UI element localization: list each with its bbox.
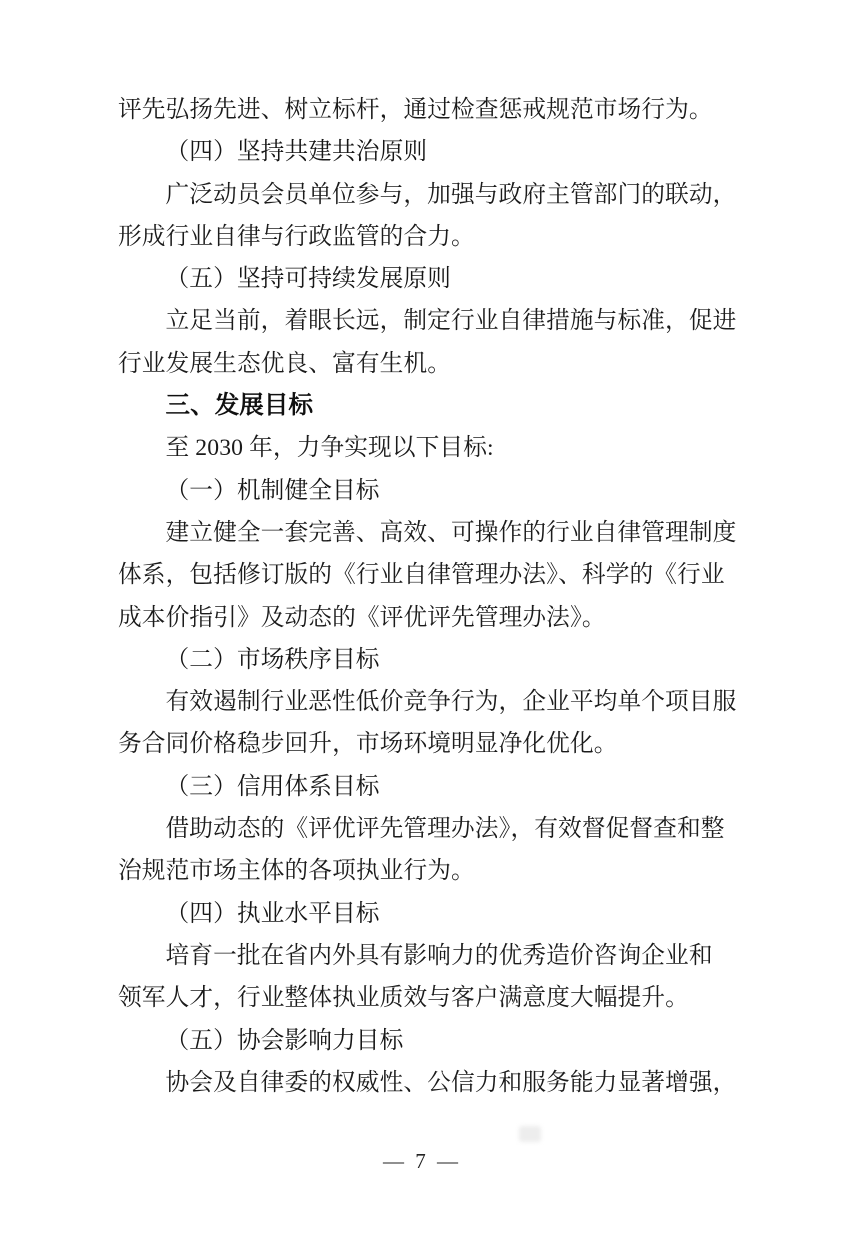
body-line: 行业发展生态优良、富有生机。 [118,350,452,377]
body-line: 培育一批在省内外具有影响力的优秀造价咨询企业和 [165,942,713,969]
body-line: 广泛动员会员单位参与，加强与政府主管部门的联动， [165,181,737,208]
body-line: 有效遏制行业恶性低价竞争行为，企业平均单个项目服 [165,689,737,716]
subsection-heading-5-goal: （五）协会影响力目标 [165,1027,404,1054]
body-line: 建立健全一套完善、高效、可操作的行业自律管理制度 [165,519,737,546]
body-line: 评先弘扬先进、树立标杆，通过检查惩戒规范市场行为。 [118,97,713,123]
subsection-heading-5-principle: （五）坚持可持续发展原则 [165,266,451,293]
body-line: 体系，包括修订版的《行业自律管理办法》、科学的《行业 [118,562,725,589]
body-line: 协会及自律委的权威性、公信力和服务能力显著增强， [165,1069,737,1096]
body-line: 成本价指引》及动态的《评优评先管理办法》。 [118,604,606,631]
body-line: 治规范市场主体的各项执业行为。 [118,858,475,885]
body-line: 至 2030 年，力争实现以下目标: [165,435,494,462]
subsection-heading-3-goal: （三）信用体系目标 [165,773,380,800]
document-body [118,89,743,1104]
body-line: 形成行业自律与行政监管的合力。 [118,223,475,250]
subsection-heading-4-goal: （四）执业水平目标 [165,900,380,927]
subsection-heading-1-goal: （一）机制健全目标 [165,477,380,504]
page-number: — 7 — [383,1149,461,1173]
body-line: 务合同价格稳步回升，市场环境明显净化优化。 [118,731,618,758]
scan-smudge [519,1126,541,1142]
section-heading-development-goals: 三、发展目标 [165,392,314,420]
subsection-heading-4-principle: （四）坚持共建共治原则 [165,139,428,166]
subsection-heading-2-goal: （二）市场秩序目标 [165,646,380,673]
body-line: 立足当前，着眼长远，制定行业自律措施与标准，促进 [165,308,737,335]
body-line: 借助动态的《评优评先管理办法》，有效督促督查和整 [165,816,725,843]
body-line: 领军人才，行业整体执业质效与客户满意度大幅提升。 [118,985,689,1012]
